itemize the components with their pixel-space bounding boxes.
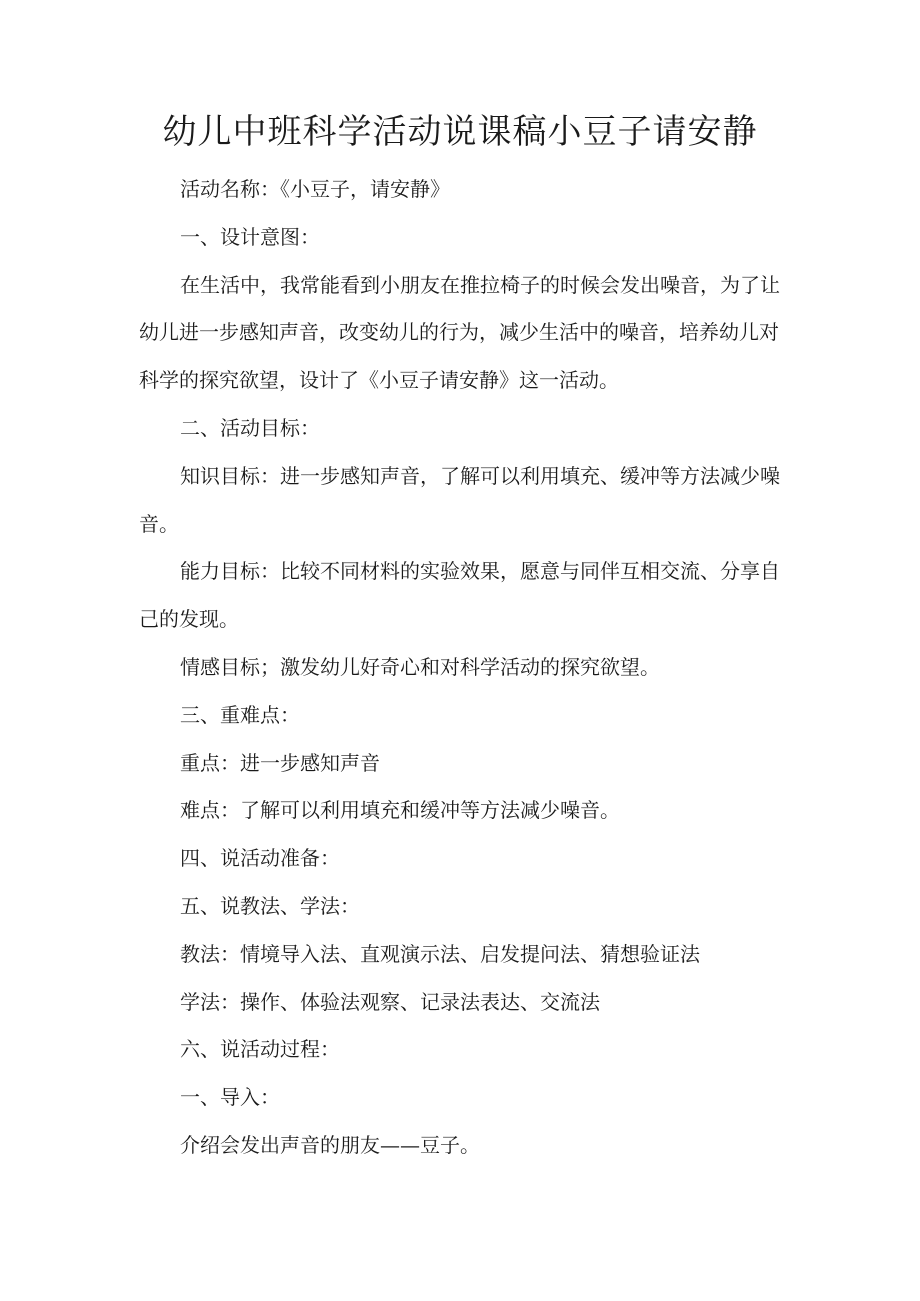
paragraph-emotion-goal: 情感目标；激发幼儿好奇心和对科学活动的探究欲望。 [180, 654, 660, 679]
paragraph-learning-methods: 学法：操作、体验法观察、记录法表达、交流法 [180, 989, 600, 1014]
paragraph-key-point: 重点：进一步感知声音 [180, 750, 380, 775]
heading-key-difficult-points: 三、重难点： [180, 702, 300, 727]
paragraph-difficult-point: 难点：了解可以利用填充和缓冲等方法减少噪音。 [180, 798, 620, 823]
heading-methods: 五、说教法、学法： [180, 893, 360, 918]
paragraph-design-intent: 在生活中，我常能看到小朋友在推拉椅子的时候会发出噪音，为了让幼儿进一步感知声音，改变幼儿的行为，减少生活中的噪音，培养幼儿对科学的探究欲望，设计了《小豆子请安静》这一活动。 [139, 272, 780, 393]
heading-introduction: 一、导入： [180, 1085, 280, 1110]
heading-activity-process: 六、说活动过程： [180, 1037, 340, 1062]
paragraph-introduction: 介绍会发出声音的朋友——豆子。 [180, 1132, 480, 1157]
heading-design-intent: 一、设计意图： [180, 224, 320, 249]
paragraph-activity-name: 活动名称：《小豆子，请安静》 [180, 177, 450, 201]
heading-activity-goals: 二、活动目标： [180, 415, 320, 440]
paragraph-knowledge-goal: 知识目标：进一步感知声音，了解可以利用填充、缓冲等方法减少噪音。 [139, 463, 780, 536]
document-title: 幼儿中班科学活动说课稿小豆子请安静 [162, 112, 758, 152]
heading-preparation: 四、说活动准备： [180, 846, 340, 871]
paragraph-ability-goal: 能力目标：比较不同材料的实验效果，愿意与同伴互相交流、分享自己的发现。 [139, 559, 780, 632]
paragraph-teaching-methods: 教法：情境导入法、直观演示法、启发提问法、猜想验证法 [180, 941, 700, 966]
document-body [139, 166, 784, 1170]
